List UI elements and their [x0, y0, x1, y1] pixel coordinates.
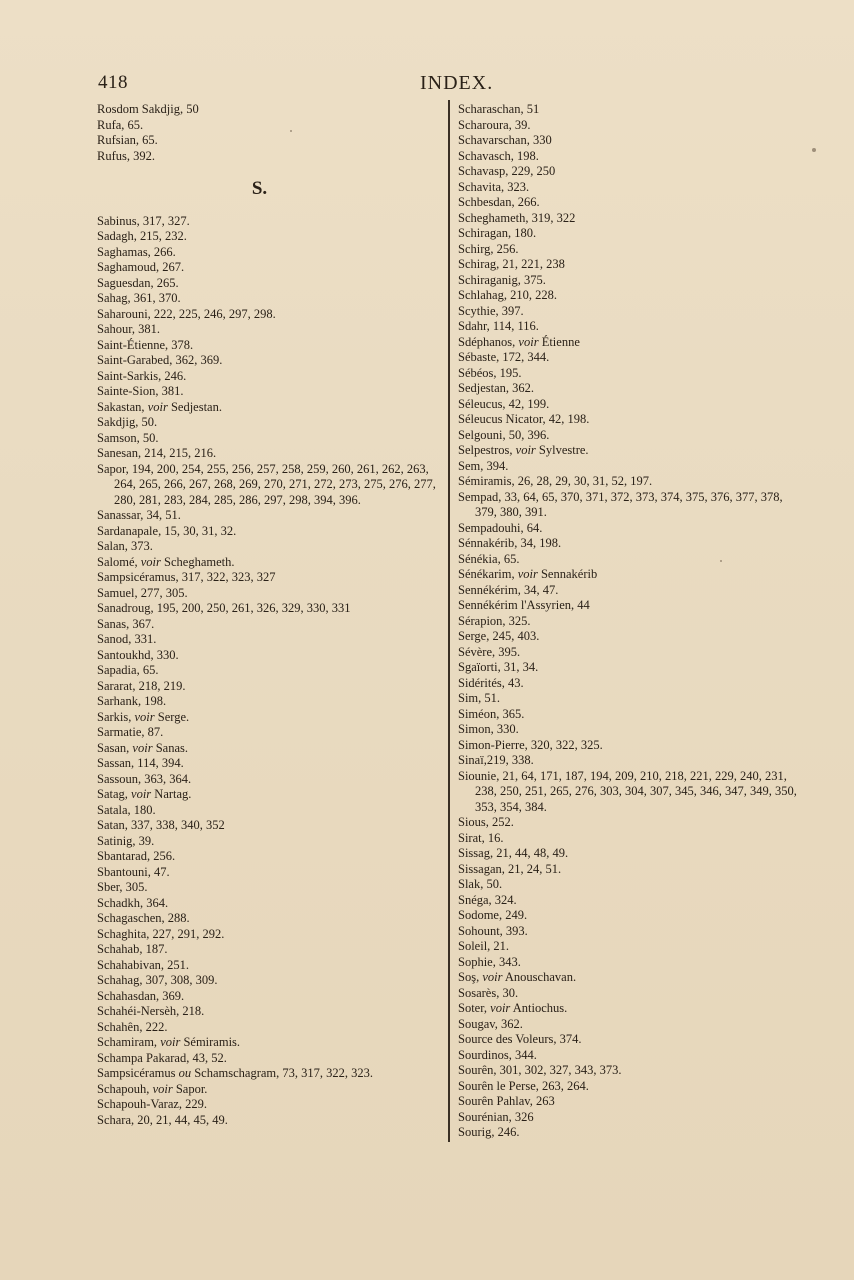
index-entry: Saguesdan, 265.	[97, 275, 179, 290]
index-entry: Sébaste, 172, 344.	[458, 350, 550, 364]
index-entry: Schirag, 21, 221, 238	[458, 257, 565, 271]
cross-reference-word: voir	[515, 443, 536, 457]
index-entries-r	[97, 102, 442, 164]
index-entry: Schbesdan, 266.	[458, 195, 540, 209]
index-entry: Rufsian, 65.	[97, 133, 158, 147]
index-entry: Sourên le Perse, 263, 264.	[458, 1078, 589, 1093]
index-entry-text: Sdéphanos,	[458, 334, 519, 349]
index-entry: Sévère, 395.	[458, 644, 521, 659]
cross-reference-word: ou	[178, 1066, 192, 1080]
index-entry: Scharaschan, 51	[458, 102, 540, 116]
index-entry	[97, 1066, 442, 1082]
index-entry: Sinaï,219, 338.	[458, 753, 534, 767]
index-entry: Slak, 50.	[458, 877, 503, 891]
index-entry-text: Sapor.	[172, 1081, 208, 1096]
cross-reference-word: voir	[152, 1081, 173, 1096]
index-entry: Sémiramis, 26, 28, 29, 30, 31, 52, 197.	[458, 474, 653, 488]
index-entry-text: Antiochus.	[510, 1001, 568, 1015]
index-entry: Saharouni, 222, 225, 246, 297, 298.	[97, 306, 276, 321]
index-entry: Sempadouhi, 64.	[458, 520, 543, 535]
index-entry: Schahabivan, 251.	[97, 957, 189, 972]
index-entry: Schavita, 323.	[458, 179, 530, 194]
index-entry: Sénnakérib, 34, 198.	[458, 536, 562, 550]
index-entry: Siméon, 365.	[458, 706, 525, 721]
column-divider	[448, 100, 450, 1142]
index-entry: Sainte-Sion, 381.	[97, 384, 184, 398]
index-entry: Selgouni, 50, 396.	[458, 427, 550, 442]
index-entry-text: Salomé,	[97, 554, 141, 569]
index-entry: Samuel, 277, 305.	[97, 585, 188, 600]
index-entry: Schahên, 222.	[97, 1019, 168, 1034]
index-entries-s-left	[97, 214, 442, 1129]
index-entry: Scharoura, 39.	[458, 117, 531, 132]
index-entry-text: Sylvestre.	[535, 443, 589, 457]
index-entry: Schavarschan, 330	[458, 133, 552, 147]
index-entry: Sgaïorti, 31, 34.	[458, 660, 539, 674]
index-entry-text: Sampsicéramus	[97, 1066, 179, 1080]
index-entry	[458, 1001, 803, 1017]
cross-reference-word: voir	[517, 567, 538, 581]
index-entry-text: Sedjestan.	[167, 399, 222, 414]
index-entry: Soleil, 21.	[458, 939, 510, 953]
index-entry: Schahag, 307, 308, 309.	[97, 973, 218, 987]
index-entry: Santoukhd, 330.	[97, 647, 179, 662]
index-entry-text: Nartag.	[151, 787, 192, 801]
index-entry: Satinig, 39.	[97, 833, 155, 848]
index-entry: Sougav, 362.	[458, 1016, 523, 1031]
index-entry: Sious, 252.	[458, 815, 514, 829]
paper-speck	[812, 148, 816, 152]
index-entry: Rufa, 65.	[97, 117, 144, 132]
index-entry: Sber, 305.	[97, 880, 148, 894]
index-entry: Source des Voleurs, 374.	[458, 1032, 582, 1046]
index-entry-text: Soter,	[458, 1001, 491, 1015]
index-entry: Saint-Sarkis, 246.	[97, 368, 187, 383]
index-entry: Saghamas, 266.	[97, 244, 176, 259]
index-entry: Séleucus, 42, 199.	[458, 396, 550, 411]
index-entry: Satala, 180.	[97, 802, 156, 817]
index-entry: Sedjestan, 362.	[458, 381, 535, 395]
index-entry: Sanassar, 34, 51.	[97, 508, 181, 522]
index-entry	[97, 400, 442, 416]
index-entry: Sim, 51.	[458, 691, 501, 705]
cross-reference-word: voir	[147, 399, 168, 414]
index-entry: Sourénian, 326	[458, 1109, 534, 1124]
index-entry: Sennékérim, 34, 47.	[458, 582, 559, 597]
index-entry: Sérapion, 325.	[458, 613, 531, 628]
cross-reference-word: voir	[132, 740, 153, 755]
index-entry-text: Sémiramis.	[180, 1035, 241, 1049]
index-entry: Schapouh-Varaz, 229.	[97, 1097, 208, 1111]
index-entry: Sassoun, 363, 364.	[97, 771, 192, 786]
index-entry: Satan, 337, 338, 340, 352	[97, 818, 225, 832]
index-entry: Sampsicéramus, 317, 322, 323, 327	[97, 570, 276, 584]
index-column-left	[97, 102, 442, 1128]
index-entry	[97, 1082, 442, 1098]
index-entry: Saint-Étienne, 378.	[97, 337, 194, 352]
index-entry: Sdahr, 114, 116.	[458, 319, 539, 333]
index-entry: Sourdinos, 344.	[458, 1047, 537, 1062]
index-entry: Scythie, 397.	[458, 303, 524, 318]
index-entry: Sennékérim l'Assyrien, 44	[458, 598, 590, 612]
index-entry: Sapadia, 65.	[97, 663, 159, 677]
index-entry: Sohount, 393.	[458, 923, 528, 938]
index-entry: Schiragan, 180.	[458, 226, 537, 240]
index-entry-text: Sasan,	[97, 740, 133, 755]
index-entry-text: Selpestros,	[458, 443, 516, 457]
index-entry-text: Sanas.	[152, 740, 188, 755]
index-entry-text: Sarkis,	[97, 709, 135, 724]
index-entry: Sidérités, 43.	[458, 675, 524, 690]
cross-reference-word: voir	[160, 1035, 181, 1049]
index-entry: Salan, 373.	[97, 539, 153, 553]
index-entry: Schahab, 187.	[97, 942, 168, 956]
index-entry: Sadagh, 215, 232.	[97, 229, 187, 243]
index-column-right	[458, 102, 803, 1141]
index-entry-text: Sakastan,	[97, 399, 148, 414]
paper-speck	[720, 560, 722, 562]
index-entry-text: Sénékarim,	[458, 567, 518, 581]
paper-speck	[290, 130, 292, 132]
index-entry-text: Schamiram,	[97, 1035, 161, 1049]
index-entry: Saghamoud, 267.	[97, 260, 185, 274]
index-entry-text: Satag,	[97, 787, 132, 801]
index-entry: Sirat, 16.	[458, 830, 504, 845]
index-entry: Sanadroug, 195, 200, 250, 261, 326, 329, 330, 331	[97, 601, 351, 615]
index-entry	[458, 335, 803, 351]
index-entry: Sem, 394.	[458, 458, 509, 473]
index-entry: Sbantouni, 47.	[97, 864, 170, 879]
index-entry-text: Anouschavan.	[502, 970, 577, 984]
index-entry: Serge, 245, 403.	[458, 629, 540, 643]
index-entry: Sakdjig, 50.	[97, 415, 158, 429]
index-entry: Saint-Garabed, 362, 369.	[97, 353, 223, 367]
cross-reference-word: voir	[490, 1001, 511, 1015]
index-entry: Sanesan, 214, 215, 216.	[97, 446, 217, 460]
index-entry-text: Étienne	[538, 334, 580, 349]
index-entry-text: Serge.	[154, 709, 190, 724]
index-entry: Simon-Pierre, 320, 322, 325.	[458, 737, 603, 752]
cross-reference-word: voir	[518, 334, 539, 349]
index-entry: Schavasch, 198.	[458, 148, 539, 163]
index-entry	[97, 555, 442, 571]
cross-reference-word: voir	[134, 709, 155, 724]
index-entry: Schampa Pakarad, 43, 52.	[97, 1050, 227, 1065]
index-entry: Snéga, 324.	[458, 892, 517, 907]
index-entry: Sodome, 249.	[458, 908, 528, 922]
section-letter: S.	[251, 178, 268, 199]
index-entry	[458, 443, 803, 459]
index-entry: Samson, 50.	[97, 430, 159, 445]
index-entry-text: Schapouh,	[97, 1081, 153, 1096]
index-entry: Sourên Pahlav, 263	[458, 1094, 555, 1108]
index-entry: Sempad, 33, 64, 65, 370, 371, 372, 373, 374, 375, 376, 377, 378, 379, 380, 391.	[458, 489, 783, 519]
index-entry: Sarhank, 198.	[97, 694, 167, 708]
index-entry: Sénékia, 65.	[458, 551, 520, 566]
index-entry: Sourên, 301, 302, 327, 343, 373.	[458, 1063, 622, 1077]
index-entry: Siounie, 21, 64, 171, 187, 194, 209, 210, 218, 221, 229, 240, 231, 238, 250, 251, 265, 276, 303, 304, 307, 345, 346, 347, 349, 350, 353, 354, 384.	[458, 768, 797, 814]
index-entry-text: Scheghameth.	[160, 554, 235, 569]
cross-reference-word: voir	[482, 970, 503, 984]
index-entry: Sahag, 361, 370.	[97, 291, 181, 305]
index-entry: Sapor, 194, 200, 254, 255, 256, 257, 258, 259, 260, 261, 262, 263, 264, 265, 266, 267, 268, 269, 270, 271, 272, 273, 275, 276, 277, 280, 281, 283, 284, 285, 286, 297, 298, 394, 396.	[97, 461, 436, 507]
index-entry	[458, 970, 803, 986]
index-entry-text: Sennakérib	[537, 567, 598, 581]
index-entry: Rosdom Sakdjig, 50	[97, 102, 199, 116]
index-entry: Sahour, 381.	[97, 322, 161, 336]
index-entry: Schagaschen, 288.	[97, 911, 190, 925]
index-entry: Rufus, 392.	[97, 148, 155, 163]
index-entry-text: Soş,	[458, 970, 483, 984]
index-entries-s-right	[458, 102, 803, 1141]
index-entry	[97, 1035, 442, 1051]
page-number: 418	[98, 72, 128, 93]
index-entry: Schiraganig, 375.	[458, 272, 546, 287]
index-entry: Schirg, 256.	[458, 241, 519, 256]
index-entry: Sararat, 218, 219.	[97, 678, 186, 693]
cross-reference-word: voir	[131, 787, 152, 801]
index-entry	[458, 567, 803, 583]
index-entry: Sourig, 246.	[458, 1125, 520, 1139]
index-entry: Sabinus, 317, 327.	[97, 213, 190, 228]
index-entry: Schaghita, 227, 291, 292.	[97, 926, 225, 941]
index-entry: Schahéi-Nersèh, 218.	[97, 1004, 205, 1018]
index-entry: Sardanapale, 15, 30, 31, 32.	[97, 523, 237, 538]
index-entry: Sébéos, 195.	[458, 365, 522, 380]
index-entry: Sassan, 114, 394.	[97, 756, 184, 770]
index-entry: Sbantarad, 256.	[97, 849, 176, 863]
index-entry: Sanod, 331.	[97, 632, 157, 646]
index-entry: Simon, 330.	[458, 722, 519, 736]
running-head: INDEX.	[420, 72, 494, 94]
index-entry	[97, 741, 442, 757]
index-entry: Schahasdan, 369.	[97, 988, 185, 1003]
index-entry: Sophie, 343.	[458, 954, 521, 969]
index-entry	[97, 710, 442, 726]
index-entry: Séleucus Nicator, 42, 198.	[458, 412, 590, 426]
index-entry: Sarmatie, 87.	[97, 725, 164, 739]
index-entry: Schara, 20, 21, 44, 45, 49.	[97, 1112, 228, 1127]
index-entry: Scheghameth, 319, 322	[458, 210, 576, 225]
index-entry: Sissagan, 21, 24, 51.	[458, 861, 562, 876]
index-entry: Schavasp, 229, 250	[458, 164, 556, 178]
index-entry: Schadkh, 364.	[97, 895, 169, 910]
index-entry: Sosarès, 30.	[458, 985, 519, 1000]
cross-reference-word: voir	[140, 554, 161, 569]
index-entry: Sissag, 21, 44, 48, 49.	[458, 846, 569, 860]
index-entry-text: Schamschagram, 73, 317, 322, 323.	[191, 1066, 374, 1080]
index-entry: Sanas, 367.	[97, 616, 155, 631]
index-entry: Schlahag, 210, 228.	[458, 288, 557, 302]
index-entry	[97, 787, 442, 803]
